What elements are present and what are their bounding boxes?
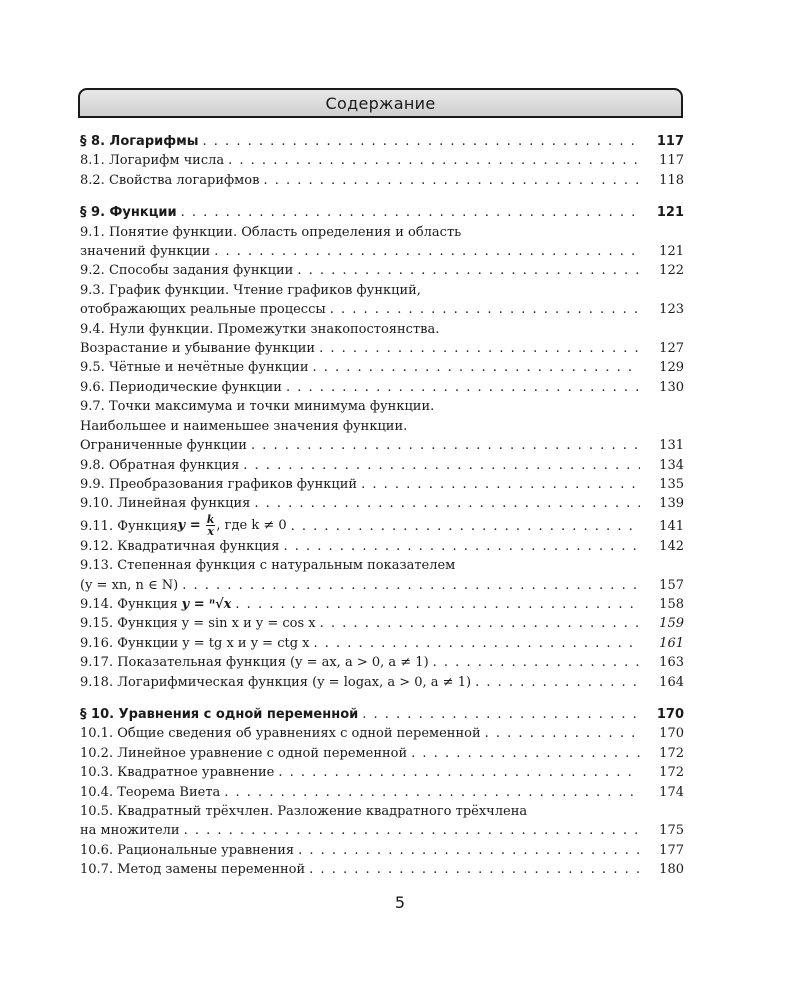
- toc-entry-text: 9.16. Функции y = tg x и y = ctg x: [80, 635, 310, 651]
- toc-entry-text: на множители: [80, 823, 180, 839]
- toc-entry-page: 172: [659, 765, 684, 781]
- section-gap: [80, 190, 684, 203]
- formula-lhs: y =: [177, 517, 201, 533]
- toc-entry-page: 131: [659, 438, 684, 454]
- section-heading-page: 170: [656, 706, 684, 722]
- toc-entry[interactable]: [80, 358, 684, 377]
- toc-entry-text: 8.1. Логарифм числа: [80, 153, 225, 169]
- toc-entry-page: 161: [659, 635, 684, 651]
- leader-dots: [228, 151, 640, 170]
- leader-dots: [182, 576, 640, 595]
- contents-title: Содержание: [325, 93, 436, 113]
- toc-entry-text: 9.10. Линейная функция: [80, 496, 251, 512]
- toc-entry-page: 174: [659, 784, 684, 800]
- page-number: 5: [394, 893, 406, 912]
- leader-dots: [184, 821, 640, 840]
- toc-entry-page: 118: [659, 172, 684, 188]
- toc-entry-page: 172: [659, 745, 684, 761]
- leader-dots: [251, 436, 640, 455]
- section-heading-text: § 8. Логарифмы: [80, 134, 199, 149]
- toc-entry[interactable]: [80, 744, 684, 763]
- toc-entry-text: 10.4. Теорема Виета: [80, 784, 221, 800]
- leader-dots: [320, 614, 640, 633]
- toc-entry-page: 158: [659, 596, 684, 612]
- formula-tail: , где k ≠ 0: [216, 517, 287, 533]
- toc-entry-text: Ограниченные функции: [80, 438, 247, 454]
- leader-dots: [286, 378, 640, 397]
- toc-entry-text: 10.7. Метод замены переменной: [80, 862, 306, 878]
- toc-entry-page: 159: [659, 616, 684, 632]
- toc-entry-page: 163: [659, 655, 684, 671]
- leader-dots: [254, 494, 640, 513]
- leader-dots: [309, 860, 640, 879]
- toc-entry[interactable]: [80, 300, 684, 319]
- toc-entry[interactable]: [80, 595, 684, 614]
- toc-entry[interactable]: [80, 242, 684, 261]
- toc-entry-page: 157: [659, 577, 684, 593]
- toc-entry-page: 134: [659, 457, 684, 473]
- toc-entry[interactable]: [80, 494, 684, 513]
- toc-entry-page: 177: [659, 842, 684, 858]
- toc-entry-line[interactable]: 9.13. Степенная функция с натуральным показателем: [80, 558, 456, 574]
- toc-entry-text: 10.3. Квадратное уравнение: [80, 765, 275, 781]
- leader-dots: [298, 841, 640, 860]
- leader-dots: [283, 537, 640, 556]
- toc-entry-page: 122: [659, 263, 684, 279]
- leader-dots: [411, 744, 640, 763]
- leader-dots: [243, 456, 640, 475]
- toc-entry-page: 135: [659, 476, 684, 492]
- leader-dots: [319, 339, 640, 358]
- toc-entry[interactable]: [80, 783, 684, 802]
- toc-entry[interactable]: [80, 436, 684, 455]
- toc-entry-page: 164: [659, 674, 684, 690]
- toc-entry[interactable]: [80, 151, 684, 170]
- toc-entry-text: 10.2. Линейное уравнение с одной переменной: [80, 745, 408, 761]
- toc-entry[interactable]: [80, 475, 684, 494]
- leader-dots: [291, 517, 640, 536]
- toc-entry-page: 142: [659, 538, 684, 554]
- toc-entry-text: 10.6. Рациональные уравнения: [80, 842, 295, 858]
- toc-entry[interactable]: [80, 653, 684, 672]
- toc-entry[interactable]: [80, 860, 684, 879]
- leader-dots: [485, 724, 640, 743]
- toc-entry[interactable]: [80, 614, 684, 633]
- toc-entry-text: 9.8. Обратная функция: [80, 457, 240, 473]
- toc-entry[interactable]: [80, 673, 684, 692]
- section-heading-text: § 10. Уравнения с одной переменной: [80, 706, 359, 722]
- toc-entry-text: 9.14. Функция: [80, 596, 178, 612]
- toc-entry-line[interactable]: 9.4. Нули функции. Промежутки знакопостоянства.: [80, 321, 440, 337]
- toc-entry-text: 8.2. Свойства логарифмов: [80, 172, 260, 188]
- formula-root: y = ⁿ√x: [181, 596, 232, 612]
- toc-entry-text: 9.12. Квадратичная функция: [80, 538, 280, 554]
- leader-dots: [214, 242, 640, 261]
- toc-entry-page: 127: [659, 341, 684, 357]
- contents-header: [78, 88, 683, 118]
- toc-entry[interactable]: [80, 261, 684, 280]
- leader-dots: [235, 595, 640, 614]
- toc-entry[interactable]: [80, 724, 684, 743]
- leader-dots: [314, 634, 641, 653]
- toc-entry-text: 9.2. Способы задания функции: [80, 263, 294, 279]
- toc-entry-text: 9.6. Периодические функции: [80, 379, 282, 395]
- toc-entry[interactable]: [80, 763, 684, 782]
- toc-entry-text: отображающих реальные процессы: [80, 302, 326, 318]
- toc-entry-page: 117: [659, 153, 684, 169]
- toc-entry[interactable]: [80, 339, 684, 358]
- toc-entry[interactable]: [80, 634, 684, 653]
- leader-dots: [263, 171, 640, 190]
- section-heading-page: 117: [656, 134, 684, 149]
- section-heading-text: § 9. Функции: [80, 205, 177, 221]
- toc-entry-text: 9.9. Преобразования графиков функций: [80, 476, 358, 492]
- formula: [178, 514, 287, 537]
- toc-entry-text: Возрастание и убывание функции: [80, 341, 316, 357]
- toc-entry[interactable]: [80, 537, 684, 556]
- fraction: [206, 514, 216, 537]
- table-of-contents: [80, 132, 684, 880]
- toc-entry[interactable]: [80, 456, 684, 475]
- section-heading-page: 121: [656, 205, 684, 221]
- leader-dots: [475, 673, 640, 692]
- toc-entry-text: значений функции: [80, 244, 211, 260]
- fraction-denominator: x: [207, 524, 214, 538]
- toc-entry-text: 9.15. Функция y = sin x и y = cos x: [80, 616, 316, 632]
- section-heading[interactable]: [80, 705, 684, 724]
- toc-entry-text: 9.11. Функция: [80, 519, 178, 535]
- toc-entry-text: 10.1. Общие сведения об уравнениях с одной переменной: [80, 726, 481, 742]
- toc-entry-page: 123: [659, 302, 684, 318]
- toc-entry[interactable]: [80, 514, 684, 537]
- toc-entry-text: (y = xn, n ∈ N): [80, 577, 179, 593]
- toc-entry-text: 9.18. Логарифмическая функция (y = logax, a > 0, a ≠ 1): [80, 674, 472, 690]
- leader-dots: [362, 705, 640, 724]
- toc-entry-page: 130: [659, 379, 684, 395]
- leader-dots: [203, 132, 640, 151]
- toc-entry-text: 9.5. Чётные и нечётные функции: [80, 360, 309, 376]
- toc-entry-page: 170: [659, 726, 684, 742]
- toc-entry-line[interactable]: 9.7. Точки максимума и точки минимума функции.: [80, 399, 435, 415]
- leader-dots: [278, 763, 640, 782]
- toc-entry[interactable]: [80, 821, 684, 840]
- toc-entry-page: 129: [659, 360, 684, 376]
- leader-dots: [361, 475, 640, 494]
- toc-entry-page: 141: [659, 519, 684, 535]
- toc-entry-line[interactable]: Наибольшее и наименьшее значения функции.: [80, 418, 408, 434]
- leader-dots: [224, 783, 640, 802]
- toc-entry-line[interactable]: 9.1. Понятие функции. Область определения и область: [80, 224, 462, 240]
- toc-entry-page: 175: [659, 823, 684, 839]
- leader-dots: [181, 203, 640, 222]
- leader-dots: [297, 261, 640, 280]
- section-heading[interactable]: [80, 132, 684, 151]
- section-gap: [80, 692, 684, 705]
- leader-dots: [312, 358, 640, 377]
- toc-entry-page: 139: [659, 496, 684, 512]
- toc-entry-page: 121: [659, 244, 684, 260]
- toc-entry[interactable]: [80, 841, 684, 860]
- leader-dots: [433, 653, 640, 672]
- toc-entry[interactable]: [80, 171, 684, 190]
- fraction-numerator: k: [206, 512, 215, 526]
- leader-dots: [330, 300, 640, 319]
- toc-entry-page: 180: [659, 862, 684, 878]
- section-heading[interactable]: [80, 203, 684, 222]
- toc-entry-text: 9.17. Показательная функция (y = ax, a > 0, a ≠ 1): [80, 655, 429, 671]
- toc-entry[interactable]: [80, 576, 684, 595]
- toc-entry[interactable]: [80, 378, 684, 397]
- toc-entry-line[interactable]: 10.5. Квадратный трёхчлен. Разложение квадратного трёхчлена: [80, 804, 528, 819]
- toc-entry-line[interactable]: 9.3. График функции. Чтение графиков функций,: [80, 282, 421, 298]
